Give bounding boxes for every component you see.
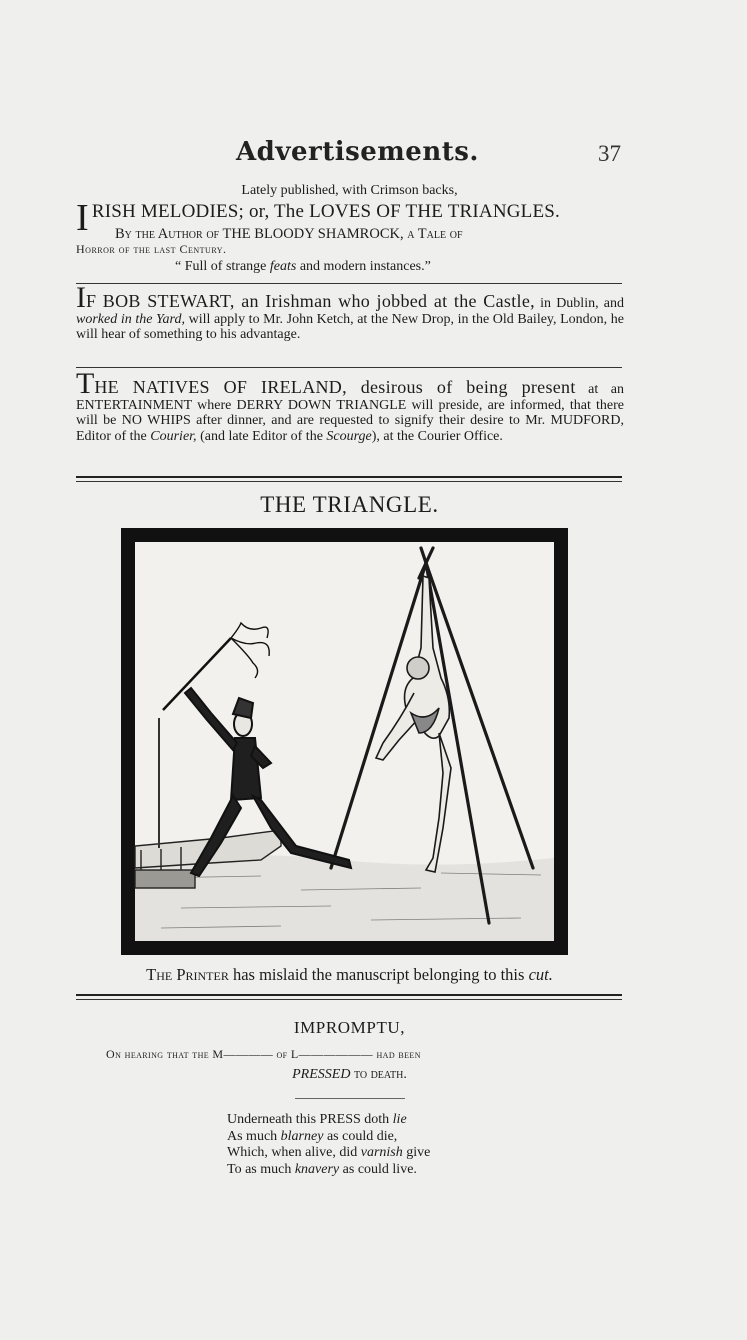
caption-small-caps: The Printer (146, 965, 229, 984)
page-number: 37 (598, 141, 621, 166)
caption-text: has mislaid the manuscript belonging to this (228, 965, 529, 984)
poem-line: Which, when alive, did varnish give (227, 1145, 431, 1160)
ad-body-text: in Dublin, and (534, 296, 624, 311)
ad-body-text: ), at the Courier Office. (371, 428, 503, 444)
short-divider (295, 1098, 405, 1099)
ad-body-text: at an ENTERTAINMENT where DERRY DOWN TRIANGLE will preside, are informed, that there will be NO WHIPS after dinner, and are requested to signify their desire to Mr. MUDFORD, Editor of the (76, 382, 624, 444)
ad-lead-text: F BOB STEWART, an Irishman who jobbed at the Castle, (86, 291, 535, 311)
poem-line: As much blarney as could die, (227, 1128, 398, 1144)
divider-rule (76, 367, 622, 368)
ad-irish-melodies-subtitle: Horror of the last Century. (76, 242, 227, 256)
poem-line: Underneath this PRESS doth lie (227, 1112, 407, 1127)
ad-emphasis: Courier, (150, 428, 197, 444)
double-rule-bottom (76, 999, 622, 1000)
ad-natives-of-ireland (76, 367, 624, 444)
impromptu-subheading-rest: to death. (350, 1067, 407, 1082)
impromptu-subheading: On hearing that the M———— of L—————— had been (106, 1047, 421, 1061)
drop-cap: I (76, 197, 89, 239)
ad-bob-stewart (76, 281, 625, 343)
ad-irish-melodies-quote (175, 259, 575, 275)
impromptu-subheading-2 (76, 1067, 623, 1083)
ad-emphasis: worked in the Yard, (76, 311, 185, 327)
epitaph-poem (227, 1112, 587, 1178)
quote-emphasis: feats (269, 259, 297, 274)
ad-title-text: RISH MELODIES; or, The LOVES OF THE TRIANGLES. (91, 201, 560, 222)
ad-body-text: (and late Editor of the (196, 428, 327, 444)
drop-cap: T (76, 367, 95, 400)
ad-emphasis: Scourge (326, 428, 372, 444)
double-rule-bottom (76, 481, 622, 482)
illustration-caption (76, 965, 623, 985)
running-title: Advertisements. (236, 137, 479, 167)
ad-body-text: will apply to Mr. John Ketch, at the New Drop, in the Old Bailey, London, he will hear of something to his advantage. (76, 311, 625, 342)
ad-irish-melodies-intro: Lately published, with Crimson backs, (241, 183, 458, 198)
double-rule-top (76, 476, 622, 478)
poem-line: To as much knavery as could live. (227, 1161, 417, 1177)
divider-rule (76, 283, 622, 284)
ad-irish-melodies-byline: By the Author of THE BLOODY SHAMROCK, a Tale of (115, 226, 463, 242)
caption-emphasis: cut. (528, 965, 553, 984)
quote-text-end: and modern instances.” (296, 259, 431, 274)
page-header (0, 137, 747, 171)
pressed-emphasis: PRESSED (292, 1067, 351, 1082)
quote-text: “ Full of strange (175, 259, 270, 274)
impromptu-heading: IMPROMPTU, (293, 1018, 406, 1037)
drop-cap: I (76, 281, 86, 314)
triangle-woodcut-illustration (121, 528, 568, 955)
triangle-heading: THE TRIANGLE. (260, 492, 439, 517)
ad-lead-text: HE NATIVES OF IRELAND, desirous of being present (94, 377, 576, 397)
double-rule-top (76, 994, 622, 996)
